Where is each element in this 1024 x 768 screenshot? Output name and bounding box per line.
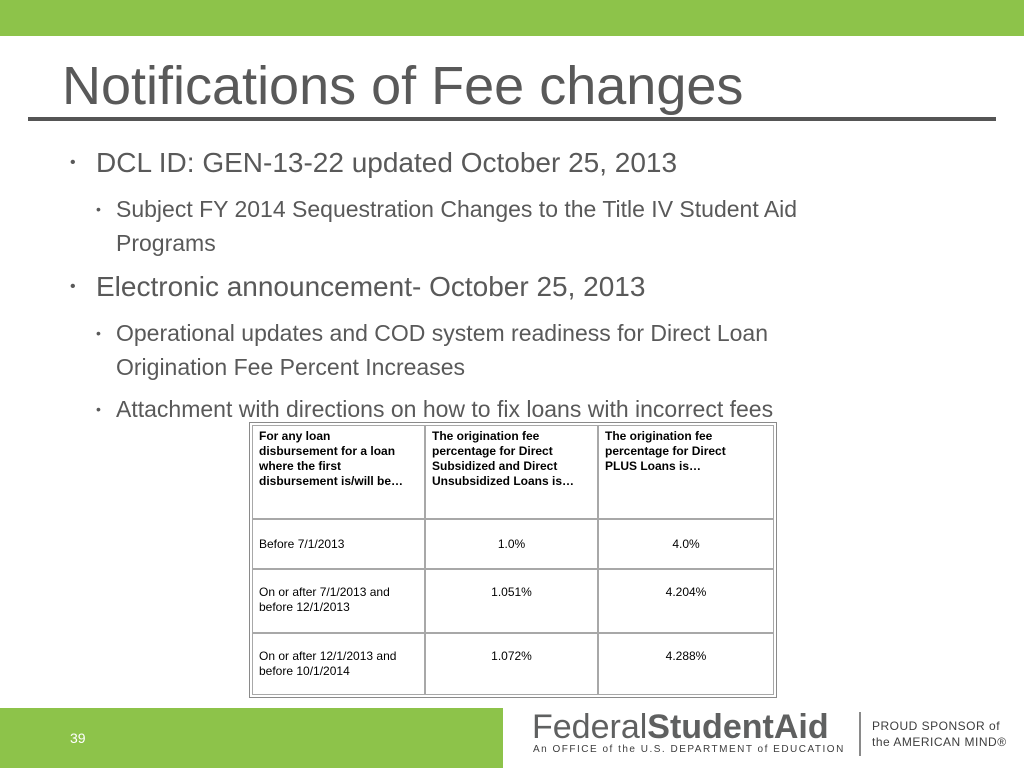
- federal-student-aid-logo: [532, 707, 829, 747]
- cell-text-line: The origination fee: [605, 429, 713, 443]
- bullet-text: Programs: [116, 230, 216, 256]
- table-cell-period: [252, 633, 425, 695]
- cell-text-line: On or after 7/1/2013 and: [259, 585, 390, 599]
- page-number: 39: [70, 730, 86, 746]
- table-header-cell: [425, 425, 598, 519]
- table-cell-direct-fee: 1.0%: [425, 519, 598, 569]
- cell-text-line: disbursement for a loan: [259, 444, 396, 458]
- bullet-dot: •: [96, 325, 101, 341]
- bullet-dot: •: [70, 154, 76, 171]
- cell-text-line: Subsidized and Direct: [432, 459, 558, 473]
- table-cell-plus-fee: 4.288%: [598, 633, 774, 695]
- cell-text-line: The origination fee: [432, 429, 540, 443]
- sponsor-line-2: the AMERICAN MIND®: [872, 735, 1007, 749]
- cell-text-line: On or after 12/1/2013 and: [259, 649, 397, 663]
- cell-text-line: For any loan: [259, 429, 331, 443]
- table-cell-plus-fee: 4.204%: [598, 569, 774, 633]
- bullet-text: Subject FY 2014 Sequestration Changes to the Title IV Student Aid: [116, 196, 798, 222]
- cell-text-line: disbursement is/will be…: [259, 474, 404, 488]
- cell-text-line: PLUS Loans is…: [605, 459, 702, 473]
- logo-word-federal: Federal: [532, 708, 648, 746]
- cell-text-line: before 12/1/2013: [259, 600, 350, 614]
- cell-text-line: percentage for Direct: [605, 444, 726, 458]
- table-cell-period: [252, 519, 425, 569]
- cell-text-line: percentage for Direct: [432, 444, 553, 458]
- table-cell-period: [252, 569, 425, 633]
- bullet-text: Origination Fee Percent Increases: [116, 354, 466, 380]
- bullet-text: Operational updates and COD system readiness for Direct Loan: [116, 320, 768, 346]
- logo-divider: [859, 712, 861, 756]
- bullet-text: Attachment with directions on how to fix loans with incorrect fees: [116, 396, 774, 422]
- sponsor-line-1: PROUD SPONSOR of: [872, 719, 1001, 733]
- bullet-text: DCL ID: GEN-13-22 updated October 25, 2013: [96, 147, 678, 178]
- table-cell-direct-fee: 1.051%: [425, 569, 598, 633]
- cell-text-line: Before 7/1/2013: [259, 537, 345, 551]
- bullet-dot: •: [96, 401, 101, 417]
- bullet-dot: •: [96, 201, 101, 217]
- cell-text-line: before 10/1/2014: [259, 664, 350, 678]
- fee-table: [249, 422, 777, 698]
- cell-text-line: Unsubsidized Loans is…: [432, 474, 575, 488]
- bullet-dot: •: [70, 278, 76, 295]
- logo-subtitle: An OFFICE of the U.S. DEPARTMENT of EDUCATION: [533, 744, 845, 755]
- table-cell-direct-fee: 1.072%: [425, 633, 598, 695]
- table-header-cell: [598, 425, 774, 519]
- table-cell-plus-fee: 4.0%: [598, 519, 774, 569]
- table-header-cell: [252, 425, 425, 519]
- bullet-text: Electronic announcement- October 25, 2013: [96, 271, 646, 302]
- logo-word-student-aid: StudentAid: [647, 708, 829, 746]
- top-accent-bar: [0, 0, 1024, 36]
- slide-title: Notifications of Fee changes: [62, 56, 744, 116]
- title-underline: [28, 117, 996, 121]
- cell-text-line: where the first: [259, 459, 342, 473]
